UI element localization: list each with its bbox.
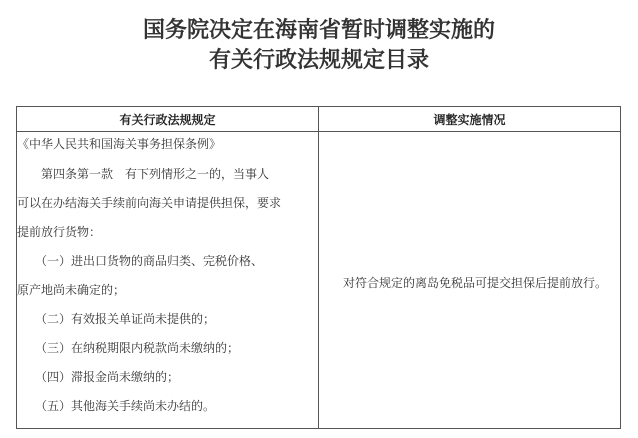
article-text-line: 提前放行货物：	[17, 225, 102, 239]
adjustment-cell	[319, 132, 621, 429]
table-row	[17, 132, 621, 429]
clause-item: （二）有效报关单证尚未提供的；	[17, 312, 216, 326]
column-header-regulation: 有关行政法规规定	[17, 107, 319, 132]
document-title-line2: 有关行政法规规定目录	[208, 47, 429, 73]
document-title-line1: 国务院决定在海南省暂时调整实施的	[142, 17, 495, 43]
regulation-name: 《中华人民共和国海关事务担保条例》	[17, 137, 222, 151]
table-header-row	[17, 107, 621, 132]
clause-item: （四）滞报金尚未缴纳的；	[17, 370, 180, 384]
article-text-line: 可以在办结海关手续前向海关申请提供担保，要求	[17, 196, 282, 210]
article-text-line: 第四条第一款 有下列情形之一的，当事人	[17, 167, 270, 181]
regulation-table	[16, 106, 621, 429]
regulation-cell	[17, 132, 319, 429]
clause-item: （一）进出口货物的商品归类、完税价格、	[17, 254, 264, 268]
clause-item: （五）其他海关手续尚未办结的。	[17, 399, 216, 413]
clause-item-continued: 原产地尚未确定的；	[17, 283, 126, 297]
column-header-adjustment: 调整实施情况	[319, 107, 621, 132]
adjustment-text: 对符合规定的离岛免税品可提交担保后提前放行。	[343, 276, 608, 290]
clause-item: （三）在纳税期限内税款尚未缴纳的；	[17, 341, 240, 355]
